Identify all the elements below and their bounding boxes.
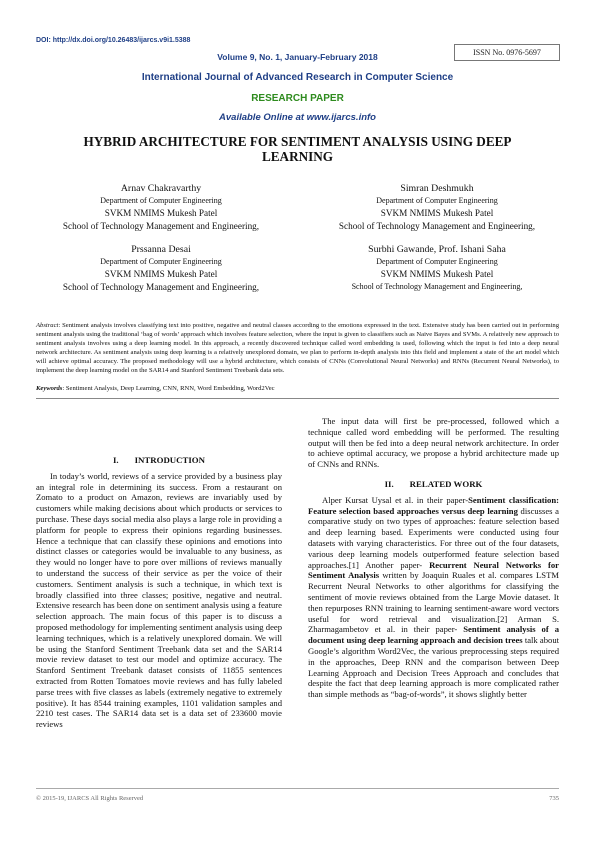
- author-block: [312, 244, 562, 293]
- keywords: [36, 385, 559, 392]
- section-heading-related-work: [308, 479, 559, 490]
- related-text: Alper Kursat Uysal et al. in their paper-: [322, 494, 469, 505]
- journal-name: International Journal of Advanced Research in Computer Science: [141, 72, 454, 83]
- author-school: School of Technology Management and Engineering,: [62, 220, 260, 231]
- author-name: Simran Deshmukh: [400, 183, 474, 194]
- author-school: School of Technology Management and Engineering,: [338, 220, 536, 231]
- author-dept: Department of Computer Engineering: [100, 257, 222, 267]
- availability-link[interactable]: Available Online at www.ijarcs.info: [219, 112, 376, 123]
- author-block: [36, 244, 286, 293]
- divider: [36, 398, 559, 399]
- author-dept: Department of Computer Engineering: [376, 196, 498, 206]
- author-school: School of Technology Management and Engineering,: [62, 281, 260, 292]
- abstract-text: : Sentiment analysis involves classifying text into positive, negative and neutral classes according to the emotions expressed in the text. Extensive study has been carried out in performing sentiment analysis using the traditional ‘bag of words’ approach which involves feature selection, where the input is given to classifiers such as Naive Bayes and SVMs. A relatively new approach to sentiment analysis involves using a deep learning model. In this approach, a recently discovered technique called word embedding is used, following which the input is fed into a deep neural network architecture. As sentiment analysis using deep learning is a relatively unexplored domain, we plan to perform in-depth analysis into this field and implement a state of the art model which will achieve optimal accuracy. The proposed methodology will use a hybrid architecture, which consists of CNNs (Convolutional Neural Networks) and RNNs (Recurrent Neural Networks), to implement the deep learning model on the SAR14 and Stanford Sentiment Treebank data sets.: [36, 322, 559, 374]
- author-block: [312, 183, 562, 232]
- footer-divider: [36, 788, 559, 789]
- intro-paragraph-continued: The input data will first be pre-processed, followed which a technique called word embedding will be performed. The resulting output will then be fed into a deep neural network architecture. In order to achieve optimal accuracy, we propose a hybrid architecture made up of CNNs and RNNs.: [308, 416, 559, 470]
- author-name: Prssanna Desai: [131, 244, 191, 255]
- author-name: Arnav Chakravarthy: [120, 183, 202, 194]
- section-title: INTRODUCTION: [134, 455, 205, 465]
- related-text: talk about Google’s algorithm Word2Vec, the various preprocessing steps required in the approaches, Deep RNN and the comparison between Deep Learning Approach and Decision Trees Approach and concludes that despite the fact that deep learning approach is more complicated rather than simple methods as “bag-of-words”, it shows slightly better: [308, 635, 560, 700]
- section-heading-introduction: [36, 455, 282, 466]
- right-column: [308, 416, 559, 700]
- cited-paper-title: Recurrent Neural Networks for Sentiment Analysis: [308, 559, 559, 581]
- author-school: School of Technology Management and Engineering,: [351, 281, 523, 291]
- author-inst: SVKM NMIMS Mukesh Patel: [380, 269, 494, 280]
- paper-type: RESEARCH PAPER: [251, 93, 344, 104]
- section-number: I.: [112, 455, 119, 465]
- abstract: [36, 321, 559, 375]
- cited-paper-title: Sentiment analysis of a document using deep learning approach and decision trees: [308, 624, 559, 646]
- author-block: [36, 183, 286, 232]
- intro-paragraph: In today’s world, reviews of a service provided by a business play an integral role in determining its success. From a restaurant on Zomato to a product on Amazon, reviews are invariably used by customers while making decisions about which products or services to purchase. These days social media also plays a large role in providing a platform for people to express their opinions regarding businesses. Hence a technique that can classify these opinions and emotions into distinct classes or categories would be invaluable to any business, as they would no longer have to pore over millions of reviews manually to understand the success of their service as per the voice of their customers. Sentiment analysis is such a technique, in which text is broadly classified into three classes; positive, negative and neutral. Extensive research has been done on sentiment analysis using a feature selection approach. The main focus of this paper is to discuss a proposed methodology for implementing sentiment analysis using deep learning techniques, which is a relatively unexplored domain. We will be using the Stanford Sentiment Treebank data set and the SAR14 movie review dataset to test our model and optimize accuracy. The Stanford Sentiment Treebank dataset consists of 11855 sentences extracted from Rotten Tomatoes movie reviews and has fully labeled parse trees with five classes as labels (extremely negative to extremely positive). It has 8544 training examples, 1101 validation samples and 2210 test cases. The SAR14 data set is a data set of 233600 movie reviews: [36, 470, 282, 730]
- author-dept: Department of Computer Engineering: [376, 257, 498, 267]
- copyright: © 2015-19, IJARCS All Rights Reserved: [36, 795, 144, 802]
- keywords-text: : Sentiment Analysis, Deep Learning, CNN, RNN, Word Embedding, Word2Vec: [62, 385, 275, 392]
- author-name: Surbhi Gawande, Prof. Ishani Saha: [368, 244, 506, 255]
- section-title: RELATED WORK: [409, 478, 483, 489]
- related-text: written by Joaquin Ruales et al. compares LSTM Recurrent Neural Networks to other algorithms for classifying the sentiment of movie reviews obtained from the Large Movie dataset. It then repurposes RNN training to learning sentiment-aware word vectors useful for word retrieval and visualization.[2] Arman S. Zharmagambetov et al. in their paper-: [308, 570, 559, 635]
- volume-info: Volume 9, No. 1, January-February 2018: [217, 52, 378, 62]
- author-dept: Department of Computer Engineering: [100, 196, 222, 206]
- author-inst: SVKM NMIMS Mukesh Patel: [104, 208, 218, 219]
- keywords-label: Keywords: [36, 385, 63, 392]
- abstract-label: Abstract: [36, 322, 59, 329]
- cited-paper-title: Sentiment classification: Feature selection based approaches versus deep learning: [308, 494, 559, 516]
- author-inst: SVKM NMIMS Mukesh Patel: [380, 208, 494, 219]
- section-number: II.: [384, 478, 394, 489]
- doi-link[interactable]: DOI: http://dx.doi.org/10.26483/ijarcs.v9i1.5388: [36, 37, 191, 44]
- related-paragraph: [308, 495, 559, 700]
- paper-title: HYBRID ARCHITECTURE FOR SENTIMENT ANALYSIS USING DEEP LEARNING: [83, 134, 512, 164]
- footer: [36, 795, 559, 802]
- author-inst: SVKM NMIMS Mukesh Patel: [104, 269, 218, 280]
- issn-box: ISSN No. 0976-5697: [454, 44, 560, 61]
- page-number: 735: [549, 795, 559, 802]
- related-text: discusses a comparative study on two types of approaches: feature selection based and deep learning based. Experiments were conducted using four datasets with varying characteristics. For three out of the four datasets, various deep learning models outperformed feature selection based approaches.[1] Another paper-: [308, 505, 559, 570]
- left-column: [36, 455, 282, 730]
